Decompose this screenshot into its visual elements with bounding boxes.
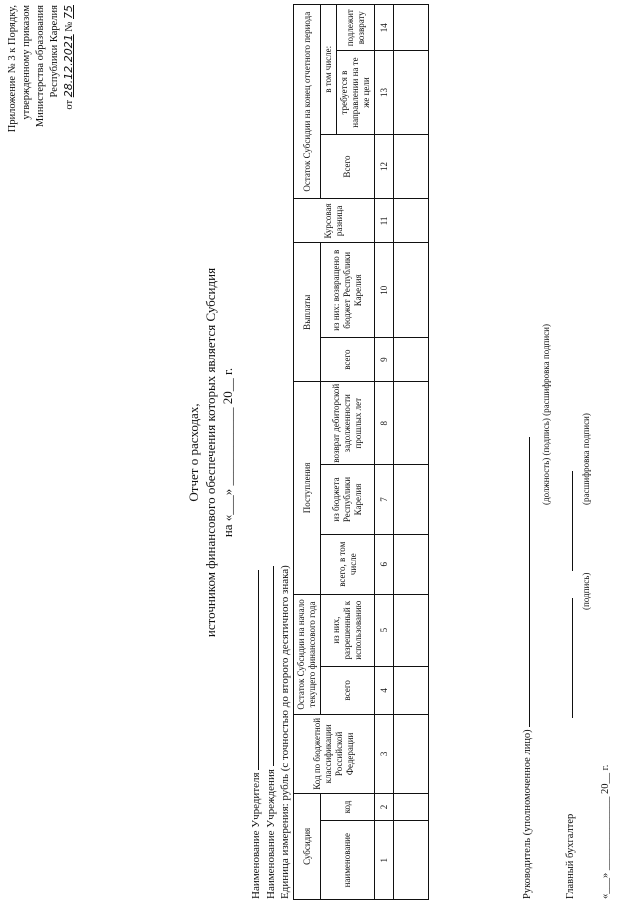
h-name: наименование [321,821,375,900]
title-line-2: источником финансового обеспечения которых является Субсидия [203,267,218,638]
col-num: 1 [375,821,394,900]
h-pay-returned: из них: возвращено в бюджет Республики Карелия [321,243,375,338]
approval-date-value: 28.12.2021 [62,34,75,98]
accountant-label: Главный бухгалтер [565,813,576,899]
col-num: 2 [375,793,394,821]
accountant-sign-line [563,598,573,718]
h-start-permitted: из них, разрешенный к использованию [321,594,375,666]
approval-number-value: 75 [62,5,75,19]
h-subsidy: Субсидия [294,793,321,899]
col-num: 10 [375,243,394,338]
col-num: 11 [375,199,394,243]
h-end-return: подлежит возврату [337,5,375,51]
head-sign-row [520,437,533,899]
h-code: код [321,793,375,821]
col-num: 9 [375,338,394,382]
approval-line-4: Республики Карелия [49,5,60,98]
founder-label: Наименование Учредителя [250,772,262,899]
h-budget-code: Код по бюджетной классификации Российской Федерации [294,715,375,794]
h-payments: Выплаты [294,243,321,382]
h-end-balance: Остаток Субсидии на конец отчетного периода [294,5,321,199]
col-num: 12 [375,134,394,199]
date-row: «___» ______________ 20__ г. [600,764,611,899]
institution-label: Наименование Учреждения [265,769,277,899]
col-num: 3 [375,715,394,794]
h-rec-total: всего, в том числе [321,534,375,594]
col-num: 5 [375,594,394,666]
col-num: 7 [375,465,394,534]
h-receipts: Поступления [294,382,321,595]
col-num: 8 [375,382,394,465]
unit-label: Единица измерения: рубль (с точностью до второго десятичного знака) [279,565,291,899]
title-line-3: на «___» ____________ 20__ г. [220,367,235,538]
approval-line-2: утвержденному приказом [21,5,32,120]
h-start-total: всего [321,666,375,715]
h-fx: Курсовая разница [294,199,375,243]
h-end-total: Всего [321,134,375,199]
h-start-balance: Остаток Субсидии на начало текущего финансового года [294,594,321,714]
head-label: Руководитель (уполномоченное лицо) [522,729,533,899]
head-caption: (должность) (подпись) (расшифровка подписи) [541,324,551,505]
approval-date-prefix: от [64,99,75,110]
h-end-needed: требуется в направлении на те же цели [337,51,375,134]
col-num: 6 [375,534,394,594]
approval-line-3: Министерства образования [35,5,46,128]
h-pay-total: всего [321,338,375,382]
h-rec-budget: из бюджета Республики Карелия [321,465,375,534]
col-num: 13 [375,51,394,134]
accountant-name-line [563,471,573,571]
h-end-incl: в том числе: [321,5,337,135]
col-num: 4 [375,666,394,715]
head-sign-line [520,437,530,727]
title-line-1: Отчет о расходах, [186,403,201,502]
accountant-caption-sign: (подпись) [581,572,591,610]
approval-line-1: Приложение № 3 к Порядку, [7,5,18,133]
approval-number-prefix: № [64,21,75,32]
accountant-caption-name: (расшифровка подписи) [581,413,591,505]
accountant-sign-row [563,471,576,899]
h-rec-return: возврат дебиторской задолженности прошлых лет [321,382,375,465]
col-num: 14 [375,5,394,51]
